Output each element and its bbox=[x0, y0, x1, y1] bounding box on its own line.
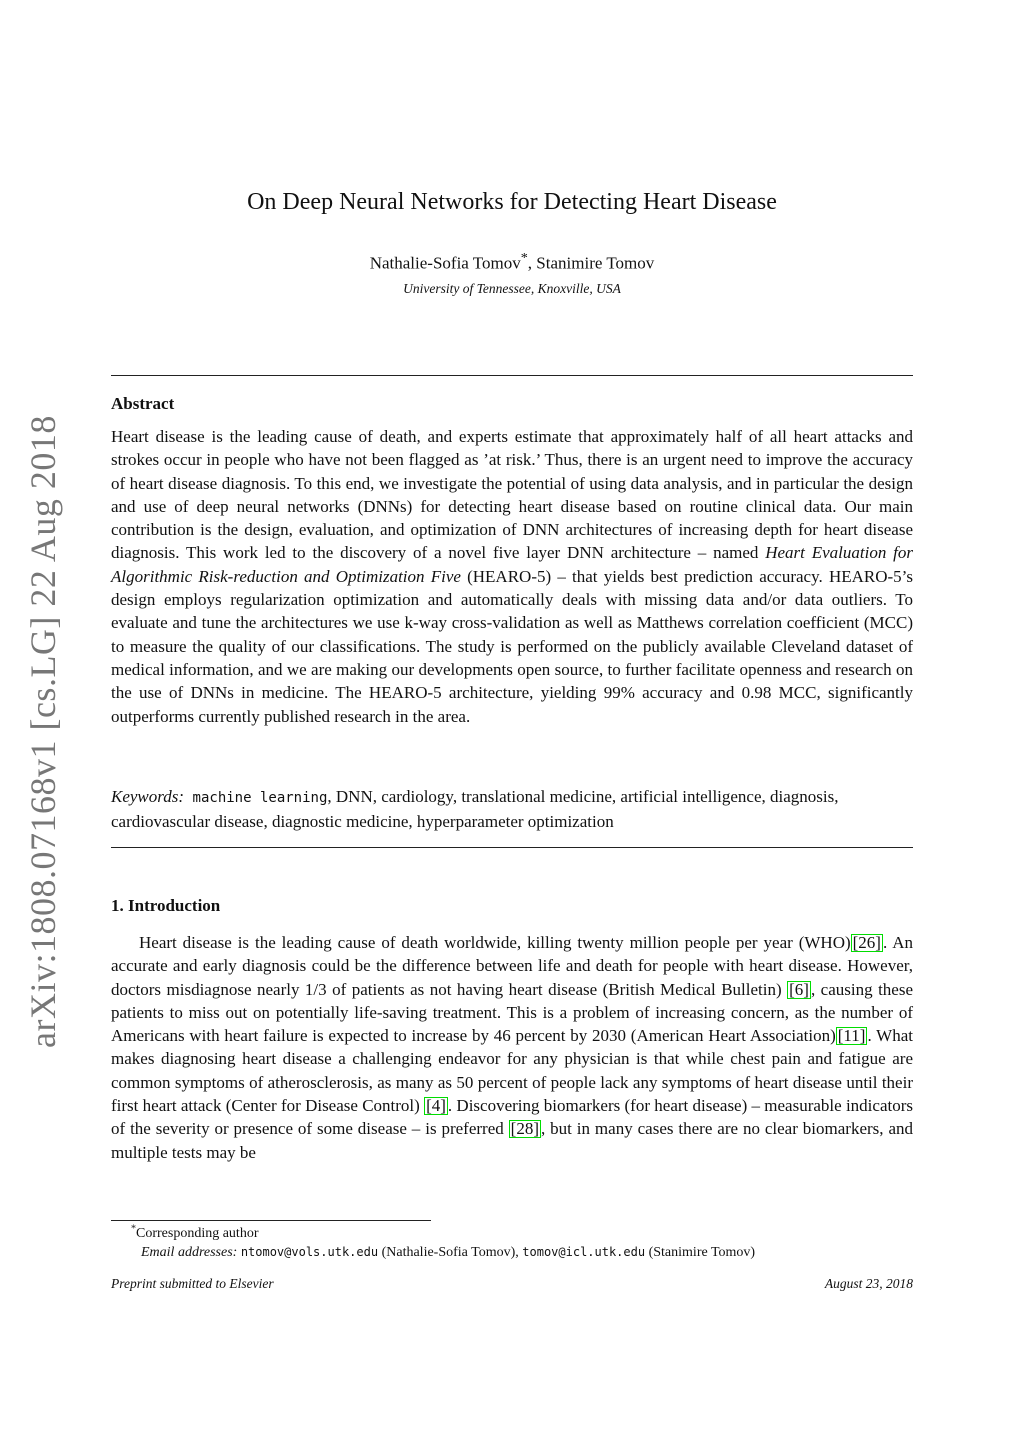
first-author: Nathalie-Sofia Tomov bbox=[369, 253, 521, 273]
preprint-note: Preprint submitted to Elsevier bbox=[111, 1276, 274, 1291]
citation-link[interactable]: [26] bbox=[852, 933, 881, 952]
email-owner: (Nathalie-Sofia Tomov), bbox=[378, 1245, 523, 1260]
intro-text: , but in many cases there are no clear biomarkers, and multiple tests may be bbox=[111, 1119, 913, 1162]
author-list bbox=[111, 246, 913, 276]
arxiv-identifier-stamp: arXiv:1808.07168v1 [cs.LG] 22 Aug 2018 bbox=[23, 415, 63, 1048]
affiliation: University of Tennessee, Knoxville, USA bbox=[403, 281, 621, 296]
intro-text: . Discovering biomarkers (for heart disease) – measurable indicators of the severity or presence of some disease – is preferred bbox=[111, 1096, 913, 1139]
footnote-emails bbox=[141, 1242, 755, 1263]
introduction-paragraph bbox=[111, 931, 913, 1164]
paper-title: On Deep Neural Networks for Detecting Heart Disease bbox=[247, 189, 777, 215]
section-heading-introduction: 1. Introduction bbox=[111, 896, 221, 915]
keywords-rest: , DNN, cardiology, translational medicine, artificial intelligence, diagnosis, cardiovascular disease, diagnostic medicine, hyperparameter optimization bbox=[111, 787, 839, 832]
footnote-corresponding bbox=[131, 1224, 258, 1244]
footnote-rule bbox=[111, 1220, 431, 1221]
abstract-heading: Abstract bbox=[111, 394, 175, 413]
keyword-first: machine learning bbox=[192, 790, 328, 806]
intro-text: . What makes diagnosing heart disease a challenging endeavor for any physician is that while chest pain and fatigue are common symptoms of atherosclerosis, as many as 50 percent of people lack any symptoms of heart disease until their first heart attack (Center for Disease Control) bbox=[111, 1026, 913, 1116]
intro-text: Heart disease is the leading cause of death worldwide, killing twenty million people per year (WHO) bbox=[139, 933, 851, 952]
citation-link[interactable]: [6] bbox=[789, 979, 809, 999]
corresponding-author-marker: * bbox=[520, 250, 528, 266]
preprint-date: August 23, 2018 bbox=[824, 1276, 913, 1291]
abstract-bottom-rule bbox=[111, 847, 913, 848]
second-author: , Stanimire Tomov bbox=[527, 253, 655, 273]
intro-text: . An accurate and early diagnosis could be the difference between life and death for people with heart disease. However, doctors misdiagnose nearly 1/3 of patients as not having heart disease (British Medical Bulletin) bbox=[111, 933, 913, 999]
citation-link[interactable]: [11] bbox=[837, 1026, 866, 1046]
intro-text: , causing these patients to miss out on potentially life-saving treatment. This is a problem of increasing concern, as the number of Americans with heart failure is expected to increase by 46 percent by 2030 (American Heart Association) bbox=[111, 979, 913, 1046]
abstract-part-2: (HEARO-5) – that yields best prediction accuracy. HEARO-5’s design employs regularization optimization and automatically deals with missing data and/or data outliers. To evaluate and tune the architectures we use k-way cross-validation as well as Matthews correlation coefficient (MCC) to measure the quality of our classifications. The study is performed on the publicly available Cleveland dataset of medical information, and we are making our developments open source, to further facilitate openness and research on the use of DNNs in medicine. The HEARO-5 architecture, yielding 99% accuracy and 0.98 MCC, significantly outperforms currently published research in the area. bbox=[111, 566, 913, 726]
footnote-marker: * bbox=[131, 1223, 136, 1235]
email-label: Email addresses: bbox=[141, 1245, 238, 1260]
abstract-top-rule bbox=[111, 375, 913, 376]
email-link[interactable]: tomov@icl.utk.edu bbox=[522, 1245, 646, 1259]
citation-link[interactable]: [4] bbox=[426, 1096, 446, 1116]
email-link[interactable]: ntomov@vols.utk.edu bbox=[240, 1245, 379, 1259]
footnote-corresponding-text: Corresponding author bbox=[136, 1226, 259, 1241]
abstract-text bbox=[111, 425, 913, 728]
citation-link[interactable]: [28] bbox=[510, 1119, 539, 1139]
model-full-name: Heart Evaluation for Algorithmic Risk-reduction and Optimization Five bbox=[111, 543, 913, 586]
email-owner: (Stanimire Tomov) bbox=[645, 1245, 756, 1260]
abstract-part-1: Heart disease is the leading cause of death, and experts estimate that approximately half of all heart attacks and strokes occur in people who have not been flagged as ’at risk.’ Thus, there is an urgent need to improve the accuracy of heart disease diagnosis. To this end, we investigate the potential of using data analysis, and in particular the design and use of deep neural networks (DNNs) for detecting heart disease based on routine clinical data. Our main contribution is the design, evaluation, and optimization of DNN architectures of increasing depth for heart disease diagnosis. This work led to the discovery of a novel five layer DNN architecture – named bbox=[111, 427, 913, 563]
keywords-label: Keywords: bbox=[111, 787, 185, 806]
keywords bbox=[111, 785, 913, 834]
